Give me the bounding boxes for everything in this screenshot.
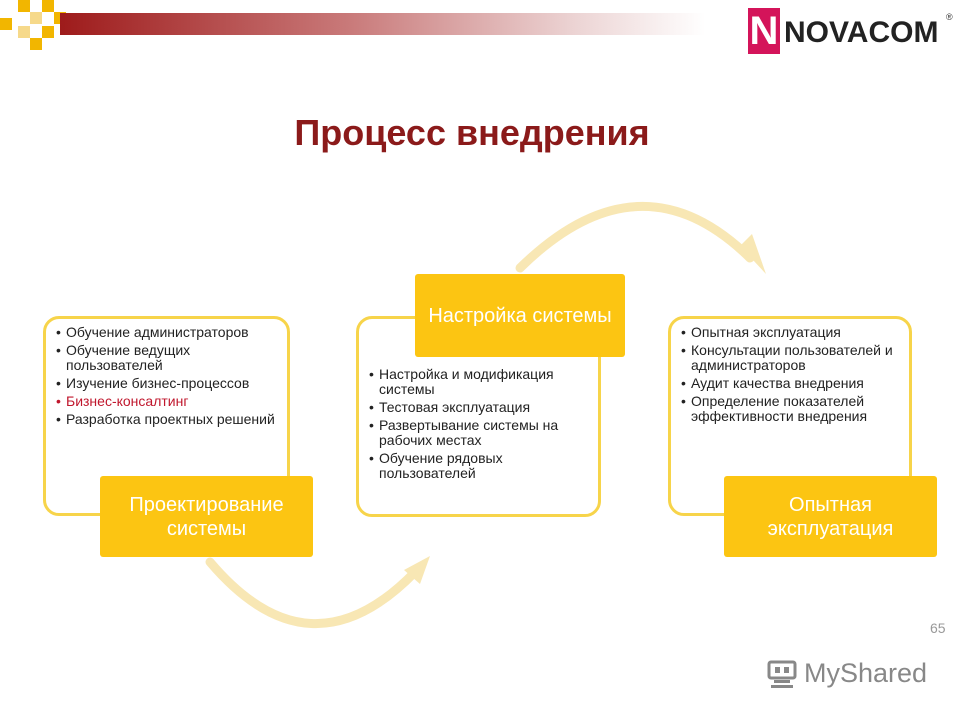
list-item-highlighted: • Бизнес-консалтинг <box>56 394 279 409</box>
list-item: • Обучение администраторов <box>56 325 279 340</box>
list-item: • Консультации пользователей и администраторов <box>681 343 901 373</box>
stage-2-label: Настройка системы <box>415 274 625 357</box>
list-item: • Изучение бизнес-процессов <box>56 376 279 391</box>
list-item: • Определение показателей эффективности внедрения <box>681 394 901 424</box>
page-title: Процесс внедрения <box>294 112 650 153</box>
stage-1-label: Проектирование системы <box>100 476 313 557</box>
page-number: 65 <box>930 620 946 636</box>
list-item: • Тестовая эксплуатация <box>369 400 590 415</box>
list-item: • Разработка проектных решений <box>56 412 279 427</box>
stage-3-label: Опытная эксплуатация <box>724 476 937 557</box>
arrow-top <box>520 206 750 268</box>
arrow-bottom <box>210 562 415 624</box>
logo-registered-mark: ® <box>946 12 953 22</box>
list-item: • Обучение ведущих пользователей <box>56 343 279 373</box>
watermark-text: MyShared <box>804 658 928 688</box>
stage-1-list <box>56 325 279 427</box>
list-item: • Развертывание системы на рабочих местах <box>369 418 590 448</box>
list-item: • Аудит качества внедрения <box>681 376 901 391</box>
list-item: • Настройка и модификация системы <box>369 367 590 397</box>
logo-text: NOVACOM <box>784 16 939 49</box>
stage-3-list <box>681 325 901 424</box>
stage-2-list <box>369 367 590 481</box>
list-item: • Опытная эксплуатация <box>681 325 901 340</box>
logo-letter: N <box>749 9 779 53</box>
myshared-icon <box>766 658 800 690</box>
list-item: • Обучение рядовых пользователей <box>369 451 590 481</box>
myshared-watermark[interactable] <box>766 656 936 696</box>
